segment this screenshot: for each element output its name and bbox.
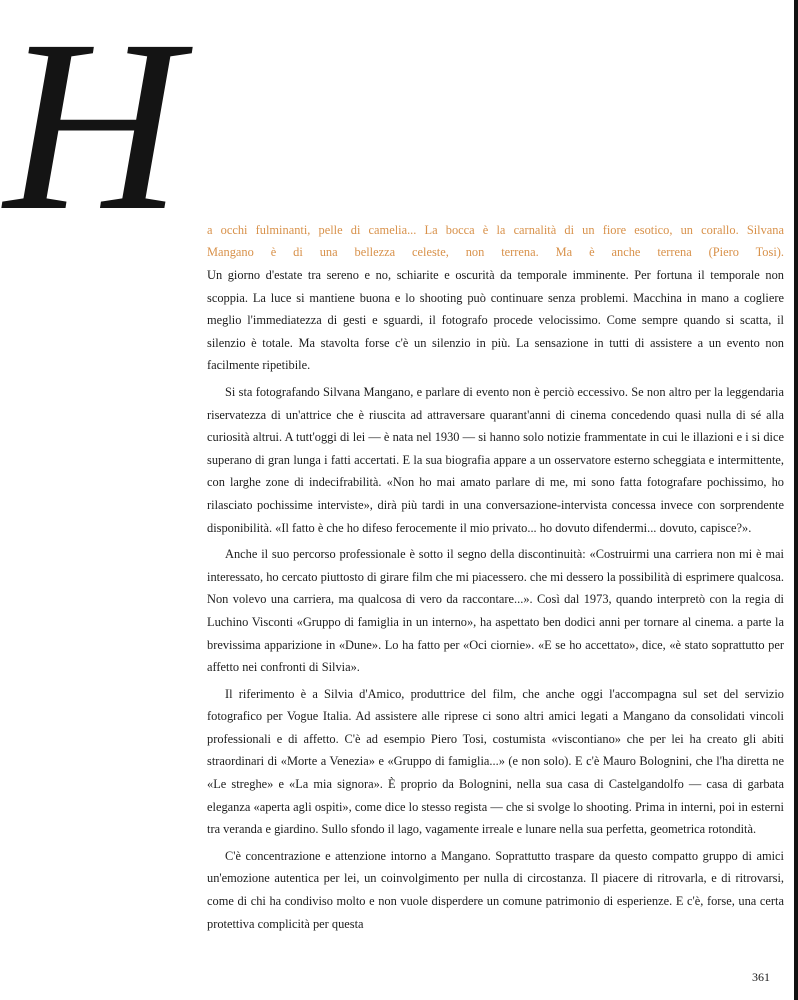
page-number: 361 xyxy=(752,970,770,984)
paragraph: C'è concentrazione e attenzione intorno a Mangano. Soprattutto traspare da questo compatto gruppo di amici un'emozione autentica per lei, un coinvolgimento per nulla di circostanza. Il piacere di ritrovarla, e di ritrovarsi, come di chi ha condiviso molto e non vuole disperdere un comune patrimonio di esperienze. E c'è, forse, una certa protettiva complicità per questa xyxy=(207,848,784,931)
article-body xyxy=(207,264,784,939)
paragraph: Anche il suo percorso professionale è sotto il segno della discontinuità: «Costruirmi una carriera non mi è mai interessato, ho cercato piuttosto di girare film che mi piacessero. che mi dessero la possibilità di esprimere qualcosa. Non volevo una carriera, ma qualcosa di vero da raccontare...». Così dal 1973, quando interpretò con la regia di Luchino Visconti «Gruppo di famiglia in un interno», ha aspettato ben dodici anni per tornare al cinema. a parte la brevissima apparizione in «Dune». Lo ha fatto per «Oci ciornie». «E se ho accettato», dice, «è stato soprattutto per affetto nei confronti di Silvia». xyxy=(207,547,784,675)
paragraph: Il riferimento è a Silvia d'Amico, produttrice del film, che anche oggi l'accompagna sul set del servizio fotografico per Vogue Italia. Ad assistere alle riprese ci sono altri amici legati a Mangano da consolidati vincoli professionali e di affetto. C'è ad esempio Piero Tosi, costumista «viscontiano» che per lei ha creato gli abiti straordinari di «Morte a Venezia» e «Gruppo di famiglia...» (e non solo). E c'è Mauro Bolognini, che l'ha diretta ne «Le streghe» e «La mia signora». È proprio da Bolognini, nella sua casa di Castelgandolfo — casa di garbata eleganza «aperta agli ospiti», come dice lo stesso regista — che si svolge lo shooting. Prima in interni, poi in esterni tra veranda e giardino. Sullo sfondo il lago, vagamente irreale e lunare nella sua perfetta, geometrica rotondità. xyxy=(207,686,784,837)
paragraph: Un giorno d'estate tra sereno e no, schiarite e oscurità da temporale imminente. Per fortuna il temporale non scoppia. La luce si mantiene buona e lo shooting può continuare senza problemi. Macchina in mano a cogliere meglio l'immediatezza di gesti e sguardi, il fotografo procede velocissimo. Come sempre quando si scatta, il silenzio è totale. Ma stavolta forse c'è un silenzio in più. La sensazione in tutti di assistere a un evento non facilmente ripetibile. xyxy=(207,268,784,373)
scan-edge xyxy=(794,0,798,1000)
lead-line-2: Mangano è di una bellezza celeste, non terrena. Ma è anche terrena (Piero Tosi). xyxy=(207,245,784,259)
paragraph: Si sta fotografando Silvana Mangano, e parlare di evento non è perciò eccessivo. Se non altro per la leggendaria riservatezza di un'attrice che è riuscita ad attraversare quarant'anni di cinema concedendo quasi nulla di sé alla curiosità altrui. A tutt'oggi di lei — è nata nel 1930 — si hanno solo notizie frammentate in cui le illazioni e i si dice superano di gran lunga i fatti accertati. E la sua biografia appare a un osservatore esterno scheggiata e intermittente, con larghe zone di indecifrabilità. «Non ho mai amato parlare di me, mi sono fatta fotografare pochissimo, ho rilasciato pochissime interviste», dirà più tardi in una conversazione-intervista concessa invece con sorprendente disponibilità. «Il fatto è che ho difeso ferocemente il mio privato... ho dovuto difendermi... dovuto, capisce?». xyxy=(207,384,784,535)
drop-cap: H xyxy=(4,0,182,262)
lead-line-1: a occhi fulminanti, pelle di camelia... La bocca è la carnalità di un fiore esotico, un corallo. Silvana xyxy=(207,223,784,237)
